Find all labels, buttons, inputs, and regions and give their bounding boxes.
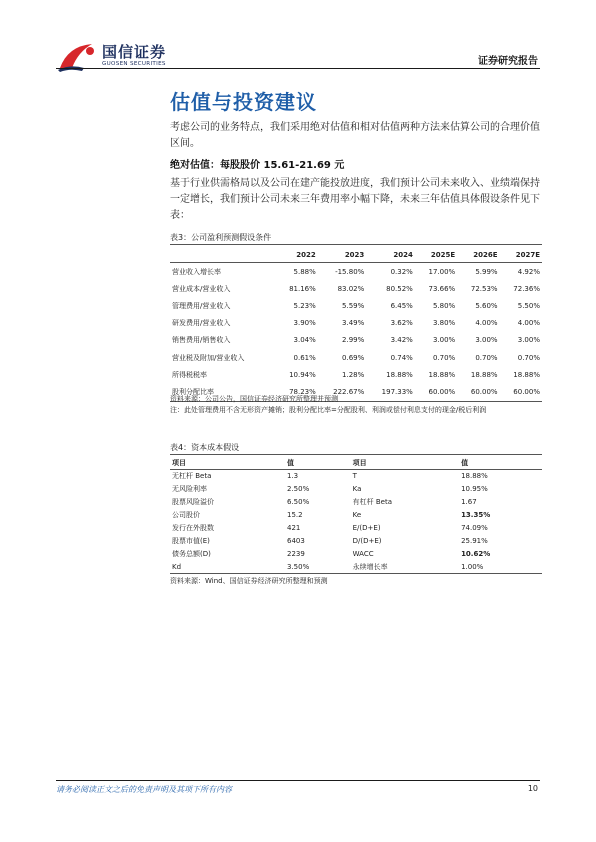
table-cell: 3.42% xyxy=(390,336,413,345)
table-row xyxy=(170,522,542,535)
table-row xyxy=(170,534,542,547)
table-cell: T xyxy=(352,472,357,481)
table-cell: 25.91% xyxy=(461,536,488,545)
column-header: 项目 xyxy=(172,458,186,467)
table-cell: 222.67% xyxy=(333,387,365,396)
table-cell: 1.00% xyxy=(461,562,484,571)
table-cell: 5.23% xyxy=(293,301,316,310)
table-cell: 81.16% xyxy=(289,284,316,293)
report-type-label: 证券研究报告 xyxy=(478,56,538,67)
table-cell: 有杠杆 Beta xyxy=(352,498,392,507)
table-cell: 4.92% xyxy=(517,267,540,276)
table-cell: 10.94% xyxy=(289,370,316,379)
table-cell: 78.23% xyxy=(289,387,316,396)
table-row xyxy=(170,280,542,297)
column-header xyxy=(170,248,275,263)
logo-text-cn: 国信证券 xyxy=(102,43,167,61)
table-cell: 0.70% xyxy=(517,353,540,362)
table-cell: 18.88% xyxy=(513,370,540,379)
table-cell: 1.3 xyxy=(287,472,299,481)
table-cell: 0.32% xyxy=(390,267,413,276)
logo-text-en: GUOSEN SECURITIES xyxy=(102,61,166,67)
table-cell: 3.00% xyxy=(475,336,498,345)
table-cell: 80.52% xyxy=(386,284,413,293)
table-cell: 60.00% xyxy=(513,387,540,396)
row-label: 股票风险溢价 xyxy=(172,498,214,507)
table-cell: 5.59% xyxy=(342,301,365,310)
column-header: 2022 xyxy=(296,251,316,259)
table3-source: 资料来源：公司公告，国信证券经济研究所整理并预测 xyxy=(170,395,338,403)
table-cell: 永续增长率 xyxy=(352,562,388,571)
cost-of-capital-table xyxy=(170,456,542,574)
column-header: 2024 xyxy=(393,251,413,259)
row-label: Kd xyxy=(172,562,182,571)
table-cell: 3.50% xyxy=(287,562,310,571)
table-cell: 3.90% xyxy=(293,319,316,328)
footer-disclaimer: 请务必阅读正文之后的免责声明及其项下所有内容 xyxy=(56,785,232,794)
table-cell: 2.50% xyxy=(287,485,310,494)
table-cell: 83.02% xyxy=(337,284,365,293)
assumption-paragraph: 基于行业供需格局以及公司在建产能投放进度，我们预计公司未来收入、业绩端保持一定增长，我们预计公司未来三年费用率小幅下降，未来三年估值具体假设条件见下表： xyxy=(170,178,540,221)
table-cell: -15.80% xyxy=(335,267,365,276)
table-cell: 73.66% xyxy=(428,284,456,293)
table-cell: 1.67 xyxy=(461,498,477,507)
table-cell: 5.80% xyxy=(432,301,456,310)
table-cell: WACC xyxy=(352,549,374,558)
table-cell: 10.95% xyxy=(461,485,488,494)
row-label: 营业成本/营业收入 xyxy=(172,284,231,293)
table-cell: D/(D+E) xyxy=(352,536,382,545)
table-cell: 18.88% xyxy=(386,370,413,379)
table-cell: 421 xyxy=(287,524,301,532)
column-header: 项目 xyxy=(352,458,367,467)
row-label: 债务总额(D) xyxy=(172,549,211,558)
column-header: 值 xyxy=(287,458,294,467)
row-label: 发行在外股数 xyxy=(172,524,214,532)
table-row xyxy=(170,547,542,560)
table-cell: 0.61% xyxy=(293,353,316,362)
table-cell: 5.60% xyxy=(475,301,498,310)
guosen-logo xyxy=(56,40,226,76)
table-cell: 3.00% xyxy=(517,336,540,345)
row-label: 无杠杆 Beta xyxy=(172,472,212,481)
row-label: 无风险利率 xyxy=(172,485,207,494)
table-row xyxy=(170,349,542,366)
footer-divider xyxy=(56,780,540,781)
table-cell: 17.00% xyxy=(428,267,456,276)
table-cell: 0.74% xyxy=(390,353,413,362)
table-cell: 74.09% xyxy=(461,524,488,532)
table-cell: 72.53% xyxy=(470,284,498,293)
table-cell: 4.00% xyxy=(475,319,498,328)
table-row xyxy=(170,332,542,349)
row-label: 研发费用/营业收入 xyxy=(172,319,231,328)
absolute-valuation-subhead: 绝对估值：每股股价 15.61-21.69 元 xyxy=(170,160,345,171)
table-row xyxy=(170,560,542,573)
table-cell: 60.00% xyxy=(470,387,498,396)
table-cell: 3.49% xyxy=(342,319,365,328)
table-cell: 0.69% xyxy=(342,353,365,362)
table-cell: 3.04% xyxy=(293,336,316,345)
column-header: 2027E xyxy=(515,251,540,259)
table-row xyxy=(170,509,542,522)
table-cell: Ka xyxy=(352,485,362,494)
table-header-row xyxy=(170,456,542,470)
table-cell: 3.80% xyxy=(432,319,456,328)
column-header: 2023 xyxy=(344,251,365,259)
header-divider xyxy=(56,68,540,69)
table4-top-rule xyxy=(170,454,542,455)
profit-forecast-assumptions-table xyxy=(170,248,542,402)
table-cell: 4.00% xyxy=(517,319,540,328)
table4-source: 资料来源：Wind、国信证券经济研究所整理和预测 xyxy=(170,577,328,585)
table-row xyxy=(170,297,542,314)
table-cell: 6.50% xyxy=(287,498,310,507)
table-cell: 2.99% xyxy=(342,336,365,345)
table-cell: 2239 xyxy=(287,549,305,558)
table-cell: 60.00% xyxy=(428,387,456,396)
table3-top-rule xyxy=(170,244,542,245)
table-cell: 18.88% xyxy=(428,370,456,379)
table-row xyxy=(170,496,542,509)
table-row xyxy=(170,366,542,383)
table-cell: 1.28% xyxy=(342,370,365,379)
table-cell: 5.99% xyxy=(475,267,498,276)
table-cell: 18.88% xyxy=(461,472,488,481)
page-number: 10 xyxy=(527,784,538,793)
table-cell: 72.36% xyxy=(513,284,540,293)
table-cell: E/(D+E) xyxy=(352,524,381,532)
intro-paragraph: 考虑公司的业务特点，我们采用绝对估值和相对估值两种方法来估算公司的合理价值区间。 xyxy=(170,122,540,149)
table-cell: 6403 xyxy=(287,536,305,545)
table-row xyxy=(170,315,542,332)
table-row xyxy=(170,470,542,483)
table-cell: 0.70% xyxy=(475,353,498,362)
table-cell: Ke xyxy=(352,511,362,520)
table-cell: 0.70% xyxy=(432,353,456,362)
table-cell: 13.35% xyxy=(461,511,491,520)
table4-caption: 表4：资本成本假设 xyxy=(170,443,240,452)
row-label: 股票市值(E) xyxy=(172,536,210,545)
column-header: 2026E xyxy=(473,251,498,259)
table-cell: 10.62% xyxy=(461,549,491,558)
table-cell: 15.2 xyxy=(287,511,303,520)
row-label: 股利分配比率 xyxy=(172,387,214,396)
table-row xyxy=(170,483,542,496)
row-label: 所得税税率 xyxy=(172,370,207,379)
table-cell: 197.33% xyxy=(381,387,413,396)
table-cell: 5.88% xyxy=(293,267,316,276)
column-header: 值 xyxy=(461,458,469,467)
row-label: 营业税及附加/营业收入 xyxy=(172,353,245,362)
row-label: 销售费用/销售收入 xyxy=(172,336,231,345)
section-title: 估值与投资建议 xyxy=(170,90,317,114)
table-cell: 3.62% xyxy=(390,319,413,328)
table-cell: 5.50% xyxy=(517,301,540,310)
row-label: 公司股价 xyxy=(172,511,200,520)
column-header: 2025E xyxy=(430,251,456,259)
table-cell: 18.88% xyxy=(470,370,498,379)
row-label: 管理费用/营业收入 xyxy=(172,301,231,310)
row-label: 营业收入增长率 xyxy=(172,267,221,276)
table-row xyxy=(170,263,542,281)
table-cell: 6.45% xyxy=(390,301,413,310)
table3-note: 注：此处管理费用不含无形资产摊销；股利分配比率=分配股利、利润或偿付利息支付的现金/税后利润 xyxy=(170,406,487,414)
table-header-row xyxy=(170,248,542,263)
table3-caption: 表3：公司盈利预测假设条件 xyxy=(170,233,272,242)
table-cell: 3.00% xyxy=(432,336,456,345)
